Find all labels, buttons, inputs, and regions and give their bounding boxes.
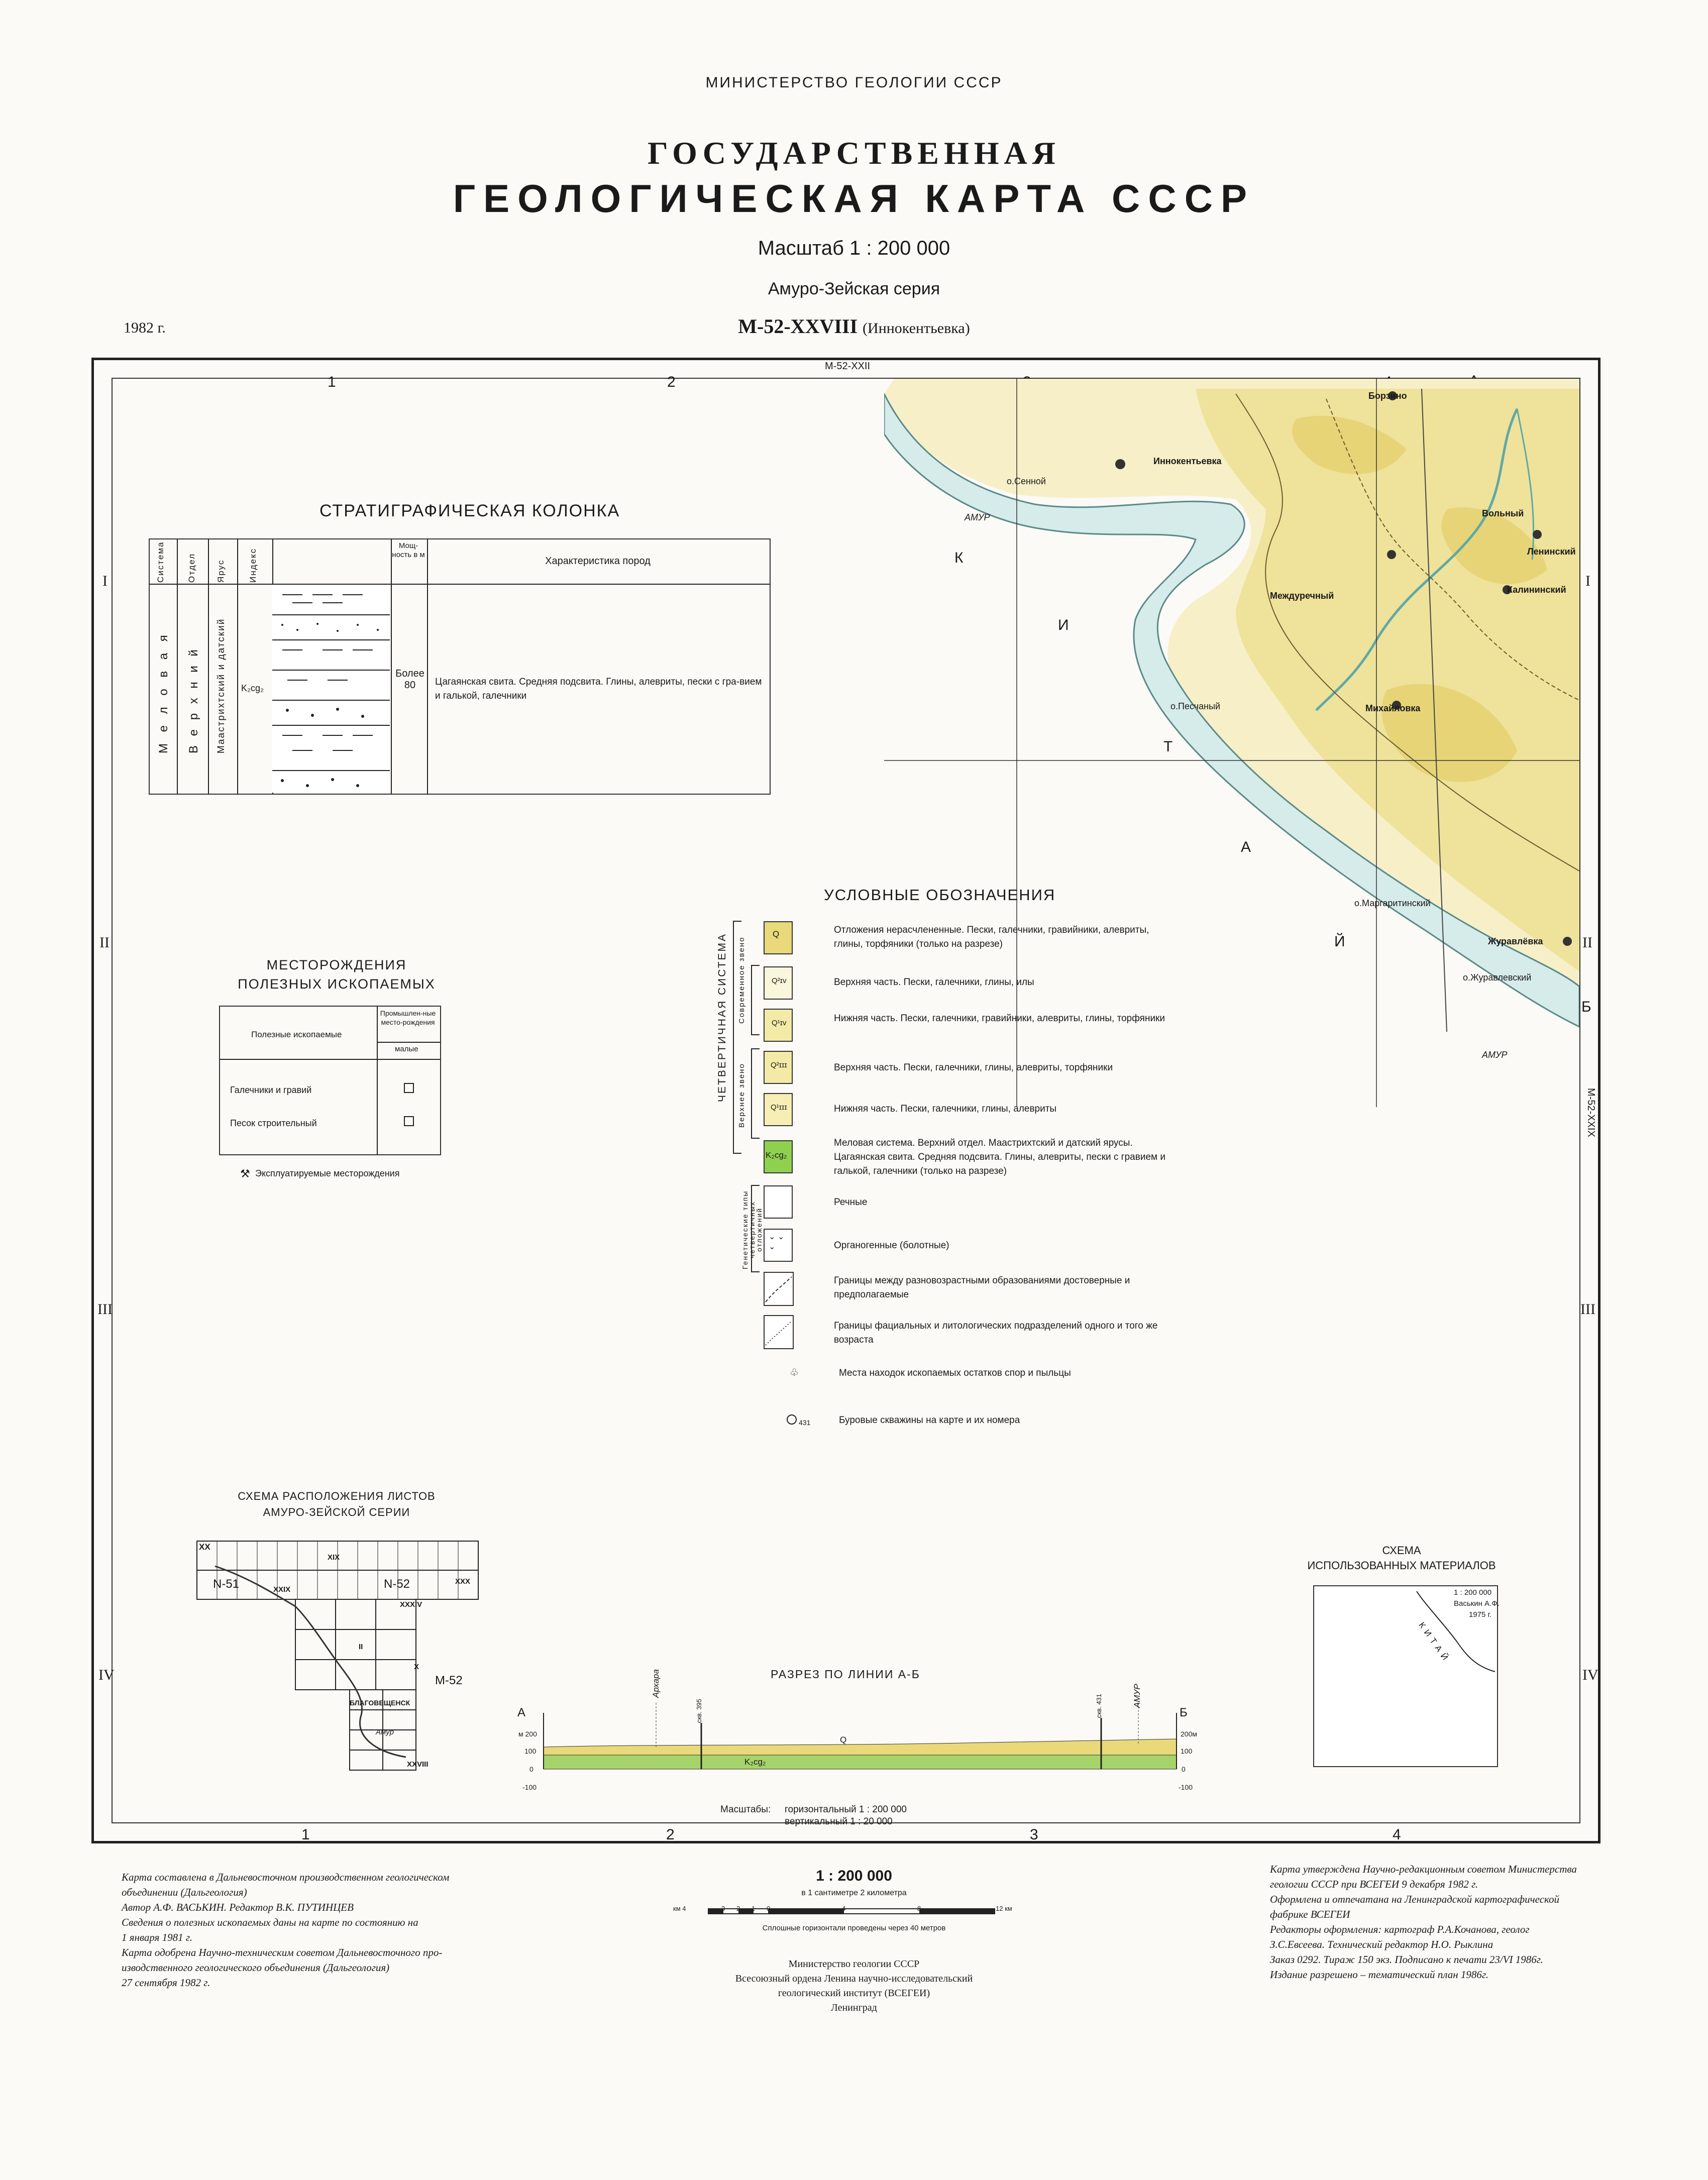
footer-left-line-5: 1 января 1981 г. bbox=[122, 1931, 193, 1943]
legend-text-river: Речные bbox=[834, 1197, 868, 1208]
scale-tick-km4: км 4 bbox=[673, 1905, 686, 1912]
lithology-column bbox=[272, 585, 390, 793]
strat-description: Цагаянская свита. Средняя подсвита. Глины, алевриты, пески с гра-вием и галькой, галечники bbox=[435, 677, 762, 701]
col-number-top-2: 2 bbox=[667, 374, 676, 390]
gravel-deposit-icon bbox=[404, 1083, 414, 1093]
footer-left-line-7: изводственного геологического объединения (Дальгеология) bbox=[122, 1961, 390, 1974]
section-title: РАЗРЕЗ ПО ЛИНИИ А-Б bbox=[771, 1668, 920, 1681]
section-vertical-scale: вертикальный 1 : 20 000 bbox=[785, 1816, 893, 1827]
section-horizontal-scale: горизонтальный 1 : 200 000 bbox=[785, 1804, 907, 1815]
ministry-header: МИНИСТЕРСТВО ГЕОЛОГИИ СССР bbox=[705, 74, 1003, 91]
materials-author: Васькин А.Ф. bbox=[1454, 1599, 1500, 1608]
footer-right-line-4: фабрике ВСЕГЕИ bbox=[1270, 1908, 1350, 1920]
label-borzino: Борзино bbox=[1368, 391, 1407, 401]
materials-title-1: СХЕМА bbox=[1382, 1544, 1421, 1557]
scheme-label-x: X bbox=[414, 1663, 419, 1671]
col-number-bottom-3: 3 bbox=[1030, 1826, 1038, 1843]
settlement-marker bbox=[1563, 937, 1572, 946]
deposit-row-1: Галечники и гравий bbox=[230, 1085, 312, 1095]
sheet-code bbox=[0, 314, 1708, 338]
strat-index: K₂cg₂ bbox=[241, 683, 264, 693]
legend-text-q4-1: Нижняя часть. Пески, галечники, гравийники, алевриты, глины, торфяники bbox=[834, 1013, 1165, 1024]
footer-left-line-2: объединении (Дальгеология) bbox=[122, 1886, 247, 1898]
footer-right-line-5: Редакторы оформления: картограф Р.А.Кочанова, геолог bbox=[1270, 1923, 1530, 1935]
footer-scale-sub: в 1 сантиметре 2 километра bbox=[801, 1889, 907, 1897]
label-o-sennoy: о.Сенной bbox=[1007, 476, 1046, 486]
sheet-name: (Иннокентьевка) bbox=[863, 320, 970, 337]
label-china-y: Й bbox=[1334, 933, 1345, 950]
section-left-tick-1: м 200 bbox=[518, 1730, 537, 1738]
section-well-1: скв. 395 bbox=[695, 1698, 703, 1723]
legend-index-q4-2: Q²ɪv bbox=[772, 976, 787, 985]
deposits-title-1: МЕСТОРОЖДЕНИЯ bbox=[266, 957, 407, 972]
legend-box-river bbox=[764, 1185, 793, 1219]
strat-system: М е л о в а я bbox=[157, 631, 170, 753]
scale-tick-4: 4 bbox=[842, 1905, 846, 1912]
scheme-label-xxxiv: XXXIV bbox=[400, 1600, 422, 1609]
footer-left-line-8: 27 сентября 1982 г. bbox=[122, 1977, 210, 1989]
legend-text-bog: Органогенные (болотные) bbox=[834, 1240, 949, 1251]
label-china-a: А bbox=[1241, 839, 1251, 855]
adjacent-sheet-top: M-52-XXII bbox=[825, 361, 871, 372]
label-china-i: И bbox=[1058, 617, 1069, 633]
label-amur-2: АМУР bbox=[1482, 1050, 1508, 1060]
strat-header-index: Индекс bbox=[248, 548, 258, 583]
scale-tick-3: 3 bbox=[721, 1905, 725, 1912]
legend-quaternary: ЧЕТВЕРТИЧНАЯ СИСТЕМА bbox=[716, 932, 728, 1102]
section-right-tick-2: 100 bbox=[1181, 1747, 1193, 1755]
strat-title: СТРАТИГРАФИЧЕСКАЯ КОЛОНКА bbox=[319, 501, 620, 520]
deposits-col2: Промышлен-ные место-рождения bbox=[380, 1009, 436, 1026]
legend-text-k2: Меловая система. Верхний отдел. Маастрихтский и датский ярусы. Цагаянская свита. Средняя подсвита. Глины, алевриты, пески с гравием и галькой, галечники (только на разрезе) bbox=[834, 1138, 1165, 1176]
strat-header-thickness: Мощ-ность в м bbox=[392, 541, 425, 559]
settlement-marker bbox=[1387, 550, 1396, 559]
strat-header-system: Система bbox=[156, 541, 165, 583]
row-number-left-3: III bbox=[97, 1301, 113, 1318]
scale-tick-1: 1 bbox=[752, 1905, 756, 1912]
row-number-right-1: I bbox=[1585, 573, 1590, 589]
scale-tick-2: 2 bbox=[736, 1905, 740, 1912]
scheme-label-n51: N-51 bbox=[213, 1577, 240, 1591]
deposit-row-2: Песок строительный bbox=[230, 1118, 317, 1128]
title-line-2: ГЕОЛОГИЧЕСКАЯ КАРТА СССР bbox=[453, 176, 1255, 221]
footer-publisher bbox=[663, 1957, 1045, 2015]
scheme-title-2: АМУРО-ЗЕЙСКОЙ СЕРИИ bbox=[263, 1506, 410, 1518]
section-arkhara: Архара bbox=[651, 1669, 661, 1698]
row-number-right-3: III bbox=[1580, 1301, 1595, 1318]
publisher-line-3: геологический институт (ВСЕГЕИ) bbox=[778, 1988, 930, 1999]
strat-department: В е р х н и й bbox=[187, 646, 200, 753]
boundary-symbol-icon bbox=[764, 1272, 794, 1306]
footer-left-line-4: Сведения о полезных ископаемых даны на карте по состоянию на bbox=[122, 1916, 418, 1928]
legend-index-q4-1: Q¹ɪv bbox=[772, 1019, 787, 1027]
deposits-col2b: малые bbox=[395, 1045, 418, 1053]
legend-text-boundary: Границы между разновозрастными образованиями достоверные и предполагаемые bbox=[834, 1275, 1130, 1300]
geologic-map bbox=[884, 379, 1579, 1107]
strat-table bbox=[149, 538, 771, 795]
exploited-deposit-icon: ⚒ bbox=[240, 1167, 250, 1180]
footer-right-line-8: Издание разрешено – тематический план 1986г. bbox=[1270, 1969, 1489, 1981]
section-index: K₂cg₂ bbox=[744, 1757, 766, 1767]
label-mezhdurechny: Междуречный bbox=[1270, 591, 1334, 601]
footer-left-line-3: Автор А.Ф. ВАСЬКИН. Редактор В.К. ПУТИНЦЕВ bbox=[122, 1901, 354, 1913]
legend-index-k2: K₂cg₂ bbox=[766, 1150, 787, 1160]
materials-china: КИТАЙ bbox=[1417, 1620, 1452, 1666]
footer-contours: Сплошные горизонтали проведены через 40 метров bbox=[762, 1924, 946, 1932]
legend-text-q4-2: Верхняя часть. Пески, галечники, глины, илы bbox=[834, 977, 1034, 988]
label-zhuravlevka: Журавлёвка bbox=[1488, 936, 1543, 946]
point-b-frame: Б bbox=[1581, 999, 1591, 1015]
row-number-left-2: II bbox=[99, 934, 110, 951]
sand-deposit-icon bbox=[404, 1116, 414, 1126]
legend-title: УСЛОВНЫЕ ОБОЗНАЧЕНИЯ bbox=[824, 886, 1056, 904]
section-right-tick-1: 200м bbox=[1181, 1730, 1197, 1738]
scheme-label-n52: N-52 bbox=[384, 1577, 410, 1591]
strat-header-stage: Ярус bbox=[216, 559, 226, 583]
legend-text-q: Отложения нерасчлененные. Пески, галечники, гравийники, алевриты, глины, торфяники (только на разрезе) bbox=[834, 925, 1149, 949]
col-number-top-1: 1 bbox=[328, 374, 336, 390]
legend-text-q3-2: Верхняя часть. Пески, галечники, глины, алевриты, торфяники bbox=[834, 1062, 1113, 1073]
footer-left bbox=[122, 1870, 473, 1990]
footer-right-line-1: Карта утверждена Научно-редакционным советом Министерства bbox=[1270, 1863, 1577, 1875]
legend-modern: Современное звено bbox=[737, 936, 746, 1024]
strat-header-characteristic: Характеристика пород bbox=[545, 556, 651, 567]
legend-genetic: Генетические типы четвертичных отложений bbox=[741, 1190, 763, 1269]
settlement-marker bbox=[1115, 459, 1125, 469]
strat-stage: Маастрихтский и датский bbox=[216, 618, 227, 753]
well-number: 431 bbox=[799, 1419, 811, 1427]
label-innokentievka: Иннокентьевка bbox=[1153, 456, 1222, 466]
map-series: Амуро-Зейская серия bbox=[768, 279, 940, 298]
scale-tick-8: 8 bbox=[917, 1905, 921, 1912]
legend-index-q3-2: Q²ɪɪɪ bbox=[771, 1061, 787, 1069]
footer-left-line-6: Карта одобрена Научно-техническим советом Дальневосточного про- bbox=[122, 1946, 443, 1958]
scheme-label-xxviii: XXVIII bbox=[407, 1760, 429, 1769]
title-line-1: ГОСУДАРСТВЕННАЯ bbox=[648, 135, 1060, 171]
scheme-label-xxx: XXX bbox=[455, 1577, 471, 1586]
legend-text-spores: Места находок ископаемых остатков спор и пыльцы bbox=[839, 1368, 1071, 1378]
section-right-tick-4: -100 bbox=[1179, 1783, 1193, 1791]
scale-tick-12km: 12 км bbox=[996, 1905, 1012, 1912]
section-q: Q bbox=[840, 1735, 847, 1745]
legend-text-q3-1: Нижняя часть. Пески, галечники, глины, алевриты bbox=[834, 1104, 1057, 1114]
materials-title-2: ИСПОЛЬЗОВАННЫХ МАТЕРИАЛОВ bbox=[1307, 1559, 1496, 1572]
scheme-label-xix: XIX bbox=[328, 1553, 340, 1562]
deposits-col1: Полезные ископаемые bbox=[251, 1030, 342, 1039]
label-mikhailovka: Михайловка bbox=[1365, 703, 1421, 713]
footer-right-line-7: Заказ 0292. Тираж 150 экз. Подписано к печати 23/VI 1986г. bbox=[1270, 1953, 1543, 1966]
row-number-right-4: IV bbox=[1582, 1667, 1598, 1683]
section-amur: АМУР bbox=[1132, 1684, 1142, 1708]
settlement-marker bbox=[1533, 530, 1542, 539]
publisher-line-4: Ленинград bbox=[831, 2002, 877, 2013]
row-number-left-4: IV bbox=[98, 1667, 115, 1683]
well-icon bbox=[787, 1414, 797, 1425]
label-o-zhuravlevsky: о.Журавлевский bbox=[1463, 972, 1532, 983]
section-well-2: скв. 431 bbox=[1095, 1693, 1103, 1718]
footer-right bbox=[1270, 1862, 1612, 1982]
label-kalininsky: Калининский bbox=[1507, 585, 1566, 595]
legend-text-facies: Границы фациальных и литологических подразделений одного и того же возраста bbox=[834, 1321, 1158, 1345]
legend-brackets bbox=[731, 919, 767, 1276]
facies-boundary-icon bbox=[764, 1315, 794, 1349]
map-scale: Масштаб 1 : 200 000 bbox=[758, 237, 950, 259]
label-o-peschany: о.Песчаный bbox=[1170, 701, 1221, 711]
section-left-tick-4: -100 bbox=[522, 1783, 537, 1791]
label-o-margaritinsky: о.Маргаритинский bbox=[1354, 898, 1431, 908]
adjacent-sheet-right: M-52-XXIX bbox=[1585, 1088, 1596, 1137]
section-right-tick-3: 0 bbox=[1182, 1765, 1186, 1773]
row-number-left-1: I bbox=[102, 573, 108, 589]
legend-index-q3-1: Q¹ɪɪɪ bbox=[771, 1103, 787, 1112]
bog-symbol-icon: ⌄ ⌄ ⌄ bbox=[769, 1233, 785, 1251]
legend-upper: Верхнее звено bbox=[737, 1063, 746, 1128]
footer-right-line-2: геологии СССР при ВСЕГЕИ 9 декабря 1982 г. bbox=[1270, 1878, 1478, 1890]
scheme-label-amur: Амур bbox=[376, 1728, 394, 1736]
footer-right-line-3: Оформлена и отпечатана на Ленинградской картографической bbox=[1270, 1893, 1560, 1905]
cross-section bbox=[510, 1698, 1194, 1778]
legend-index-q: Q bbox=[773, 929, 780, 939]
scheme-label-blagoveshchensk: БЛАГОВЕЩЕНСК bbox=[350, 1699, 410, 1707]
col-number-bottom-1: 1 bbox=[301, 1826, 310, 1843]
label-amur-1: АМУР bbox=[965, 512, 990, 522]
strat-thickness: Более 80 bbox=[395, 668, 424, 691]
scheme-label-xxix: XXIX bbox=[273, 1585, 291, 1594]
publisher-line-2: Всесоюзный ордена Ленина научно-исследовательский bbox=[735, 1973, 973, 1984]
sheets-scheme bbox=[195, 1536, 486, 1777]
row-number-right-2: II bbox=[1582, 934, 1592, 951]
label-china-t: Т bbox=[1163, 738, 1173, 755]
legend-text-wells: Буровые скважины на карте и их номера bbox=[839, 1415, 1020, 1426]
scheme-label-ii: II bbox=[359, 1643, 363, 1651]
footer-right-line-6: З.С.Евсеева. Технический редактор Н.О. Рыклина bbox=[1270, 1938, 1493, 1950]
label-volny: Вольный bbox=[1482, 508, 1524, 518]
section-left-tick-2: 100 bbox=[524, 1747, 537, 1755]
label-leninsky: Ленинский bbox=[1527, 547, 1576, 557]
spores-icon: ♧ bbox=[790, 1367, 799, 1378]
sheet-code-text: M-52-XXVIII bbox=[738, 315, 858, 338]
footer-scale: 1 : 200 000 bbox=[816, 1868, 892, 1884]
publisher-line-1: Министерство геологии СССР bbox=[788, 1958, 920, 1970]
footer-left-line-1: Карта составлена в Дальневосточном производственном геологическом bbox=[122, 1871, 450, 1883]
scale-tick-0: 0 bbox=[767, 1905, 771, 1912]
materials-year: 1975 г. bbox=[1469, 1610, 1492, 1619]
materials-scale: 1 : 200 000 bbox=[1454, 1588, 1492, 1597]
scheme-label-xx: XX bbox=[199, 1542, 210, 1552]
scheme-label-m52: M-52 bbox=[435, 1674, 463, 1687]
label-china-k: К bbox=[954, 550, 964, 566]
strat-header-department: Отдел bbox=[187, 553, 196, 583]
deposits-table bbox=[219, 1006, 441, 1155]
section-left-tick-3: 0 bbox=[529, 1765, 533, 1773]
deposits-note: Эксплуатируемые месторождения bbox=[255, 1168, 400, 1178]
col-number-bottom-4: 4 bbox=[1393, 1826, 1401, 1843]
section-b: Б bbox=[1180, 1706, 1188, 1719]
section-scales-label: Масштабы: bbox=[720, 1804, 771, 1815]
year: 1982 г. bbox=[124, 319, 166, 336]
col-number-bottom-2: 2 bbox=[666, 1826, 675, 1843]
scheme-title-1: СХЕМА РАСПОЛОЖЕНИЯ ЛИСТОВ bbox=[238, 1490, 436, 1502]
deposits-title-2: ПОЛЕЗНЫХ ИСКОПАЕМЫХ bbox=[238, 976, 436, 992]
section-a: А bbox=[517, 1706, 526, 1719]
